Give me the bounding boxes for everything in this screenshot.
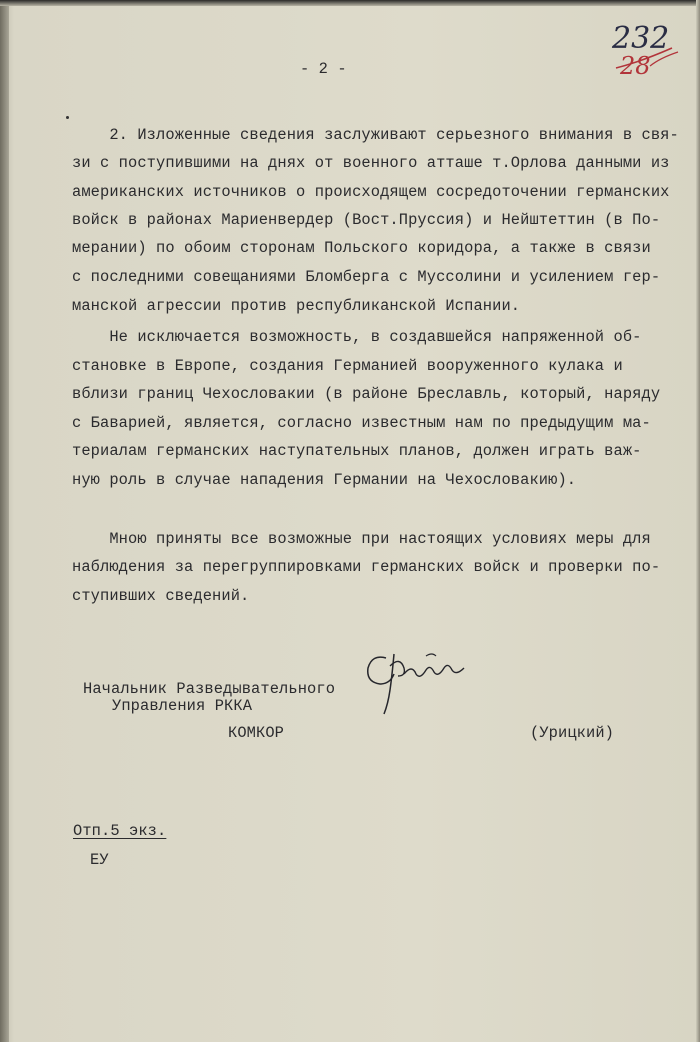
body-line: Не исключается возможность, в создавшейся напряженной об- bbox=[72, 328, 642, 346]
body-line: становке в Европе, создания Германией вооруженного кулака и bbox=[72, 357, 623, 375]
typist-initials: ЕУ bbox=[90, 851, 109, 869]
signature-title-line1: Начальник Разведывательного bbox=[83, 680, 336, 698]
body-line: мерании) по обоим сторонам Польского коридора, а также в связи bbox=[72, 239, 651, 257]
scan-top-edge bbox=[0, 0, 700, 6]
signature-name: (Урицкий) bbox=[530, 724, 615, 742]
body-line: с Баварией, является, согласно известным нам по предыдущим ма- bbox=[72, 414, 651, 432]
body-line: териалам германских наступательных планов, должен играть важ- bbox=[72, 442, 642, 460]
body-line: войск в районах Мариенвердер (Вост.Пруссия) и Нейштеттин (в По- bbox=[72, 211, 661, 229]
signature-rank: КОМКОР bbox=[228, 724, 285, 742]
body-line: ную роль в случае нападения Германии на Чехословакию). bbox=[72, 471, 577, 489]
body-line: вблизи границ Чехословакии (в районе Бреславль, который, наряду bbox=[72, 385, 661, 403]
copies-note: Отп.5 экз. bbox=[73, 822, 167, 840]
signature-title-line2: Управления РККА bbox=[112, 697, 253, 715]
body-line: 2. Изложенные сведения заслуживают серьезного внимания в свя- bbox=[72, 126, 679, 144]
page-number: - 2 - bbox=[300, 60, 347, 78]
body-line: Мною приняты все возможные при настоящих условиях меры для bbox=[72, 530, 651, 548]
body-line: зи с поступившими на днях от военного атташе т.Орлова данными из bbox=[72, 154, 670, 172]
ink-dot bbox=[66, 116, 69, 119]
archive-number-handwritten bbox=[610, 18, 684, 82]
body-line: манской агрессии против республиканской Испании. bbox=[72, 297, 521, 315]
body-line: ступивших сведений. bbox=[72, 587, 250, 605]
body-line: с последними совещаниями Бломберга с Муссолини и усилением гер- bbox=[72, 268, 661, 286]
handwritten-signature bbox=[360, 646, 472, 718]
archive-number-primary: 232 bbox=[612, 21, 670, 56]
body-line: наблюдения за перегруппировками германских войск и проверки по- bbox=[72, 558, 661, 576]
archive-number-secondary: 28 bbox=[620, 52, 651, 80]
body-line: американских источников о происходящем сосредоточении германских bbox=[72, 183, 670, 201]
